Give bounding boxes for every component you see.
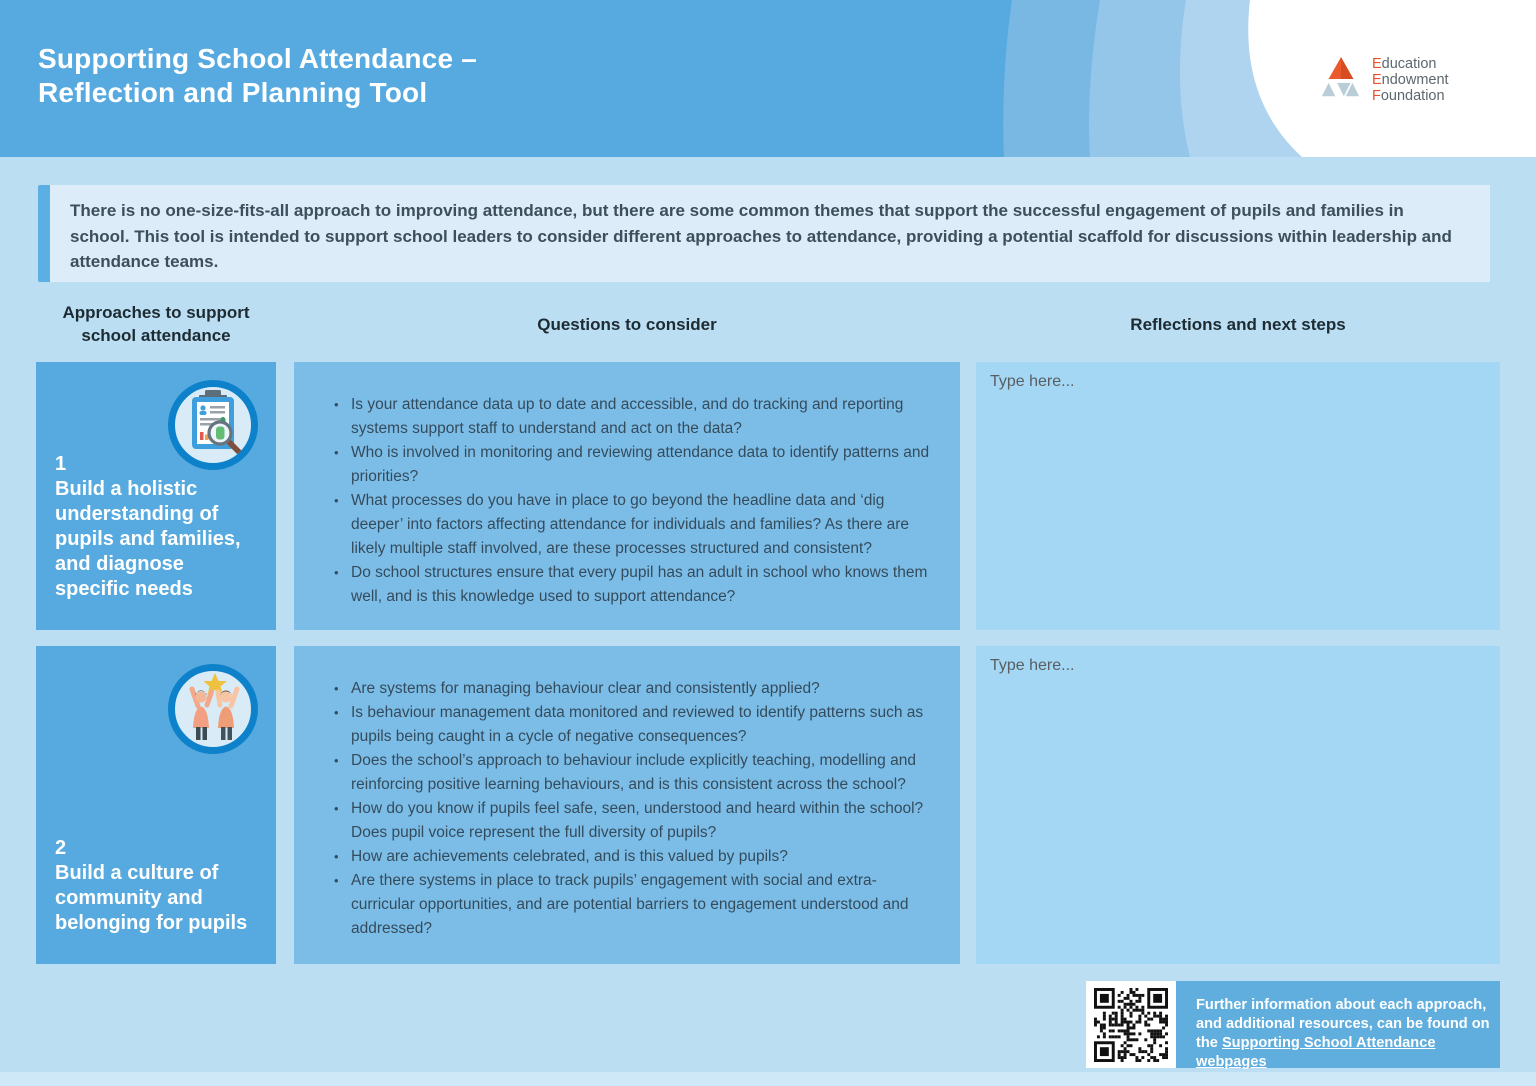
column-header-approaches <box>36 301 276 347</box>
footer-line1: Further information about each approach, <box>1196 997 1487 1013</box>
eef-logo-text <box>1372 56 1449 104</box>
question-item: • Do school structures ensure that every pupil has an adult in school who knows them well, and is this knowledge used to support attendance? <box>332 561 930 609</box>
reflection-card-1 <box>976 362 1500 630</box>
approach-number: 1 <box>55 453 67 475</box>
question-item: • Does the school’s approach to behaviour include explicitly teaching, modelling and reinforcing positive learning behaviours, and is this consistent across the school? <box>332 749 930 797</box>
questions-list-1 <box>332 393 930 609</box>
footer-line3-prefix: the <box>1196 1035 1222 1051</box>
question-item: • Is your attendance data up to date and accessible, and do tracking and reporting systems support staff to understand and act on the data? <box>332 393 930 441</box>
question-item: • Is behaviour management data monitored and reviewed to identify patterns such as pupils being caught in a cycle of negative consequences? <box>332 701 930 749</box>
approach-number: 2 <box>55 837 67 859</box>
questions-card-2 <box>294 646 960 964</box>
question-item: • How do you know if pupils feel safe, seen, understood and heard within the school? Does pupil voice represent the full diversity of pupils? <box>332 797 930 845</box>
high-five-star-icon <box>168 664 258 754</box>
footer-line3 <box>1196 1034 1500 1072</box>
questions-list-2 <box>332 677 930 941</box>
column-header-approaches-line1: Approaches to support <box>62 303 250 322</box>
eef-logo-line2: Endowment <box>1372 72 1449 88</box>
page-title-line1: Supporting School Attendance – <box>38 43 477 74</box>
approach-title: Build a holistic understanding of pupils and families, and diagnose specific needs <box>55 478 241 600</box>
intro-accent-bar <box>38 185 50 282</box>
intro-text: There is no one-size-fits-all approach to improving attendance, but there are some common themes that support the successful engagement of pupils and families in school. This tool is intended to support school leaders to consider different approaches to attendance, providing a potential scaffold for discussions within leadership and attendance teams. <box>70 201 1452 271</box>
approach-card-1 <box>36 362 276 630</box>
bottom-strip <box>0 1072 1536 1086</box>
eef-logo-line1: Education <box>1372 56 1437 72</box>
header-banner <box>0 0 1536 157</box>
eef-logo-line3: Foundation <box>1372 88 1445 104</box>
reflection-input-2[interactable]: Type here... <box>990 657 1075 674</box>
reflection-input-1[interactable]: Type here... <box>990 373 1075 390</box>
intro-box <box>50 185 1490 282</box>
column-header-approaches-line2: school attendance <box>81 326 231 345</box>
footer-info-panel <box>1086 981 1500 1068</box>
question-item: • Are there systems in place to track pupils’ engagement with social and extra-curricular opportunities, and are potential barriers to engagement understood and addressed? <box>332 869 930 941</box>
question-item: • Who is involved in monitoring and reviewing attendance data to identify patterns and priorities? <box>332 441 930 489</box>
eef-triangles-icon <box>1320 56 1362 104</box>
question-item: • What processes do you have in place to go beyond the headline data and ‘dig deeper’ into factors affecting attendance for individuals and families? As there are likely multiple staff involved, are these processes structured and consistent? <box>332 489 930 561</box>
column-header-questions: Questions to consider <box>537 315 717 334</box>
approach-card-2 <box>36 646 276 964</box>
footer-text <box>1176 981 1500 1068</box>
questions-card-1 <box>294 362 960 630</box>
question-item: • How are achievements celebrated, and is this valued by pupils? <box>332 845 930 869</box>
question-item: • Are systems for managing behaviour clear and consistently applied? <box>332 677 930 701</box>
qr-code <box>1086 981 1176 1068</box>
clipboard-magnifier-icon <box>168 380 258 470</box>
footer-line2: and additional resources, can be found on <box>1196 1016 1490 1032</box>
reflection-card-2 <box>976 646 1500 964</box>
approach-title: Build a culture of community and belonging for pupils <box>55 862 248 934</box>
page-title-line2: Reflection and Planning Tool <box>38 77 428 108</box>
eef-logo <box>1320 56 1449 104</box>
page-title <box>38 42 477 110</box>
qr-code-image <box>1094 988 1168 1062</box>
supporting-school-attendance-link[interactable]: Supporting School Attendance webpages <box>1196 1035 1436 1070</box>
column-header-reflections: Reflections and next steps <box>1130 315 1346 334</box>
intro-callout <box>38 185 1490 282</box>
